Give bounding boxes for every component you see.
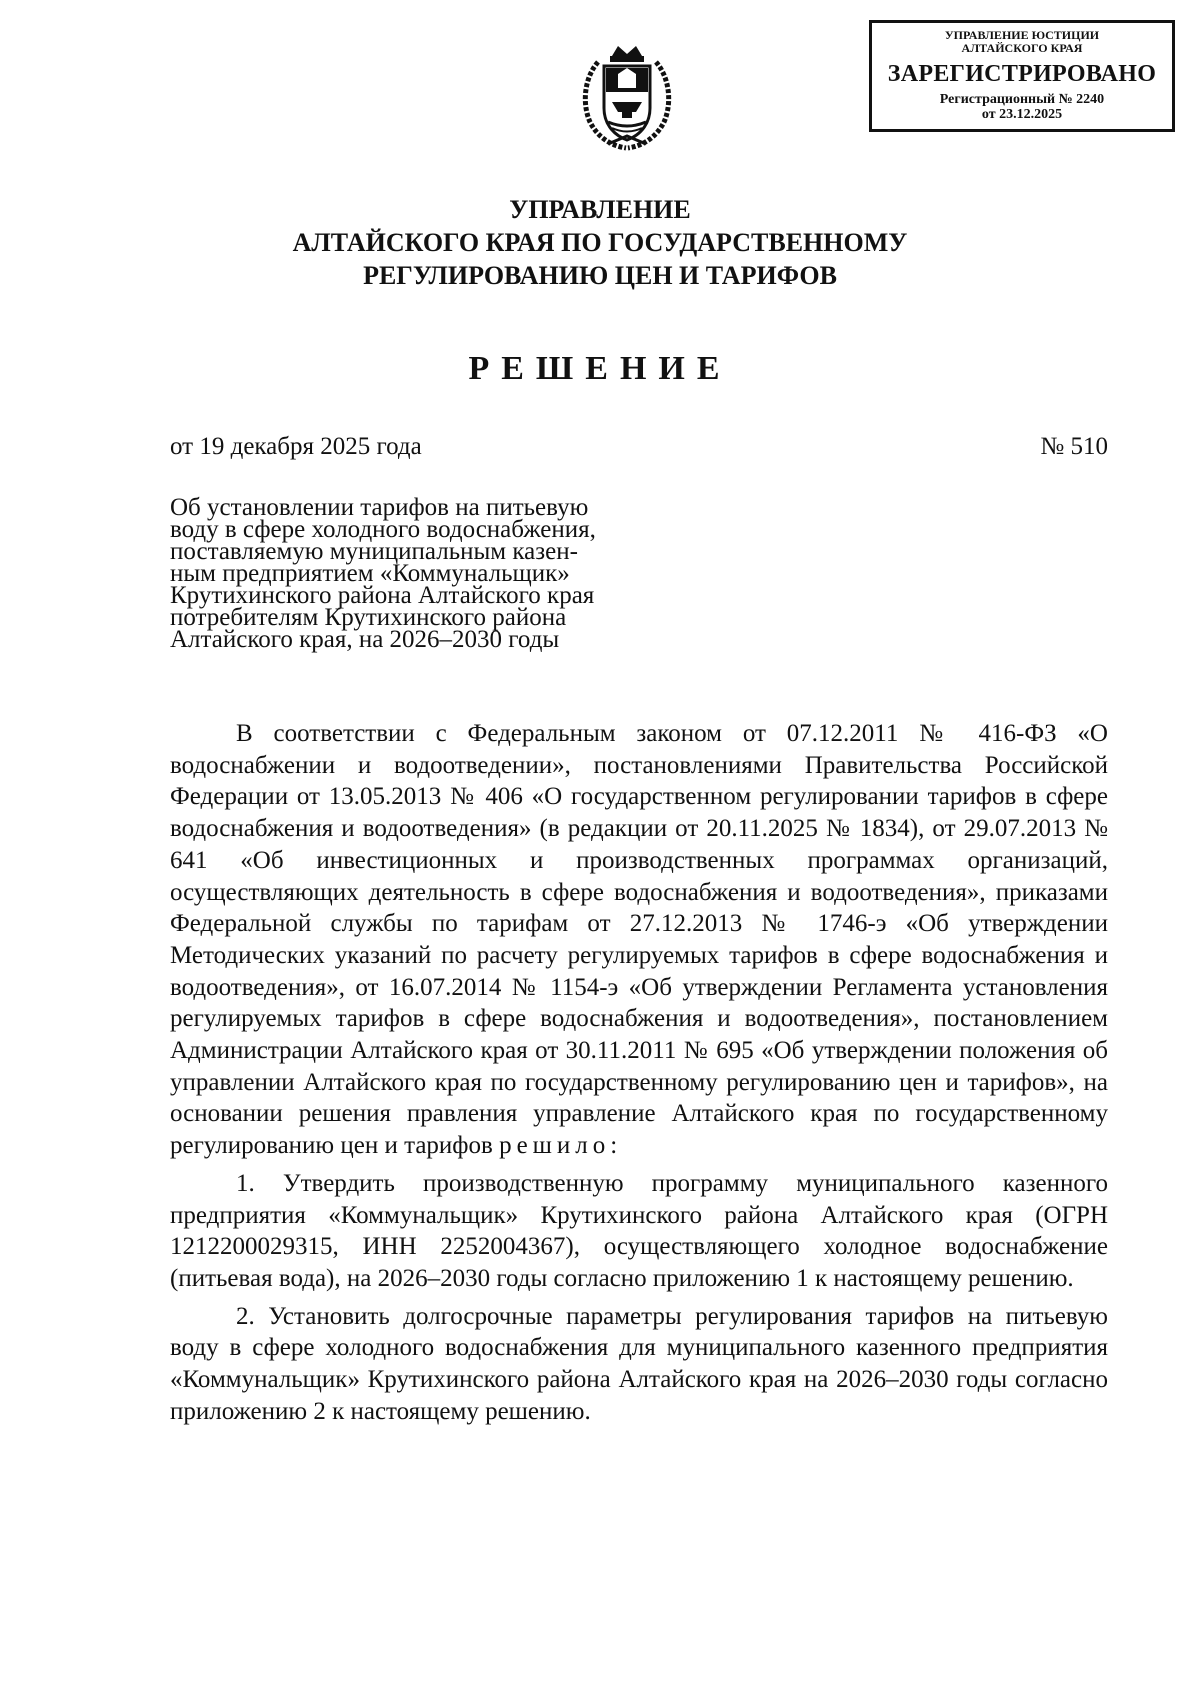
document-date: от 19 декабря 2025 года [170,433,422,460]
stamp-org-line1: УПРАВЛЕНИЕ ЮСТИЦИИ [944,28,1100,42]
stamp-status: ЗАРЕГИСТРИРОВАНО [887,61,1157,88]
stamp-org-line2: АЛТАЙСКОГО КРАЯ [961,40,1083,55]
subject-line: Крутихинского района Алтайского края [170,582,595,609]
subject-line: воду в сфере холодного водоснабжения, [170,516,596,543]
stamp-reg-date: от 23.12.2025 [981,107,1063,123]
subject-line: Об установлении тарифов на питьевую [170,494,589,521]
agency-line2: АЛТАЙСКОГО КРАЯ ПО ГОСУДАРСТВЕННОМУ [292,228,908,257]
subject-line: поставляемую муниципальным казен- [170,538,578,565]
document-number: № 510 [1040,433,1108,460]
altai-krai-coat-of-arms-icon [578,40,676,152]
agency-line3: РЕГУЛИРОВАНИЮ ЦЕН И ТАРИФОВ [363,261,837,290]
agency-name [150,193,1050,292]
preamble-paragraph [170,718,1108,1162]
subject-line: Алтайского края, на 2026–2030 годы [170,626,560,653]
date-number-line [170,433,1108,461]
preamble-text: В соответствии с Федеральным законом от 07.12.2011 № 416-ФЗ «О водоснабжении и водоотведении», постановлениями Правительства Российской Федерации от 13.05.2013 № 406 «О государственном регулировании тарифов в сфере водоснабжения и водоотведения» (в редакции от 20.11.2025 № 1834), от 29.07.2013 № 641 «Об инвестиционных и производственных программах организаций, осуществляющих деятельность в сфере водоснабжения и водоотведения», приказами Федеральной службы по тарифам от 27.12.2013 № 1746-э «Об утверждении Методических указаний по расчету регулируемых тарифов в сфере водоснабжения и водоотведения», от 16.07.2014 № 1154-э «Об утверждении Регламента установления регулируемых тарифов в сфере водоснабжения и водоотведения», постановлением Администрации Алтайского края от 30.11.2011 № 695 «Об утверждении положения об управлении Алтайского края по государственному регулированию цен и тарифов», на основании решения правления управление Алтайского края по государственному регулированию цен и тарифов [170,720,1108,1160]
agency-line1: УПРАВЛЕНИЕ [509,195,691,224]
subject-line: потребителям Крутихинского района [170,604,567,631]
item-1-paragraph: 1. Утвердить производственную программу муниципального казенного предприятия «Коммунальщик» Крутихинского района Алтайского края (ОГРН 1212200029315, ИНН 2252004367), осуществляющего холодное водоснабжение (питьевая вода), на 2026–2030 годы согласно приложению 1 к настоящему решению. [170,1169,1108,1292]
document-body [170,718,1108,1427]
registration-stamp [869,20,1175,132]
document-title: РЕШЕНИЕ [468,350,732,387]
document-subject [170,494,670,653]
item-2-paragraph: 2. Установить долгосрочные параметры регулирования тарифов на питьевую воду в сфере холодного водоснабжения для муниципального казенного предприятия «Коммунальщик» Крутихинского района Алтайского края на 2026–2030 годы согласно приложению 2 к настоящему решению. [170,1302,1108,1425]
subject-line: ным предприятием «Коммунальщик» [170,560,570,587]
decided-word: решило: [499,1132,623,1160]
stamp-reg-number: Регистрационный № 2240 [939,92,1105,108]
